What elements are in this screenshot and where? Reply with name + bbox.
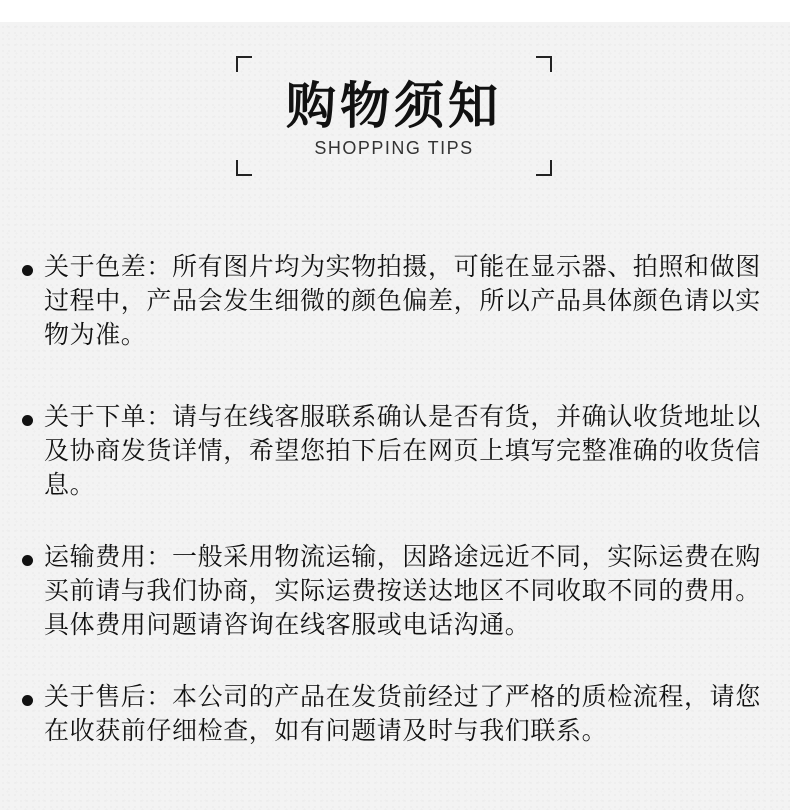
tip-text: 关于色差：所有图片均为实物拍摄，可能在显示器、拍照和做图过程中，产品会发生细微的颜色偏差，所以产品具体颜色请以实物为准。 xyxy=(44,252,761,349)
corner-bracket-bottom-left xyxy=(236,160,252,176)
tip-text: 关于下单：请与在线客服联系确认是否有货，并确认收货地址以及协商发货详情，希望您拍下后在网页上填写完整准确的收货信息。 xyxy=(44,402,761,499)
page-subtitle: SHOPPING TIPS xyxy=(314,138,474,158)
tip-text: 运输费用：一般采用物流运输，因路途远近不同，实际运费在购买前请与我们协商，实际运费按送达地区不同收取不同的费用。具体费用问题请咨询在线客服或电话沟通。 xyxy=(44,542,761,639)
corner-bracket-top-right xyxy=(536,56,552,72)
top-band xyxy=(0,0,790,22)
tip-text: 关于售后：本公司的产品在发货前经过了严格的质检流程，请您在收获前仔细检查，如有问题请及时与我们联系。 xyxy=(44,682,761,745)
bullet-dot-icon xyxy=(22,265,33,276)
bullet-dot-icon xyxy=(22,695,33,706)
title-block xyxy=(236,56,552,176)
corner-bracket-bottom-right xyxy=(536,160,552,176)
corner-bracket-top-left xyxy=(236,56,252,72)
bullet-dot-icon xyxy=(22,415,33,426)
page-title: 购物须知 xyxy=(286,77,502,135)
bullet-dot-icon xyxy=(22,555,33,566)
